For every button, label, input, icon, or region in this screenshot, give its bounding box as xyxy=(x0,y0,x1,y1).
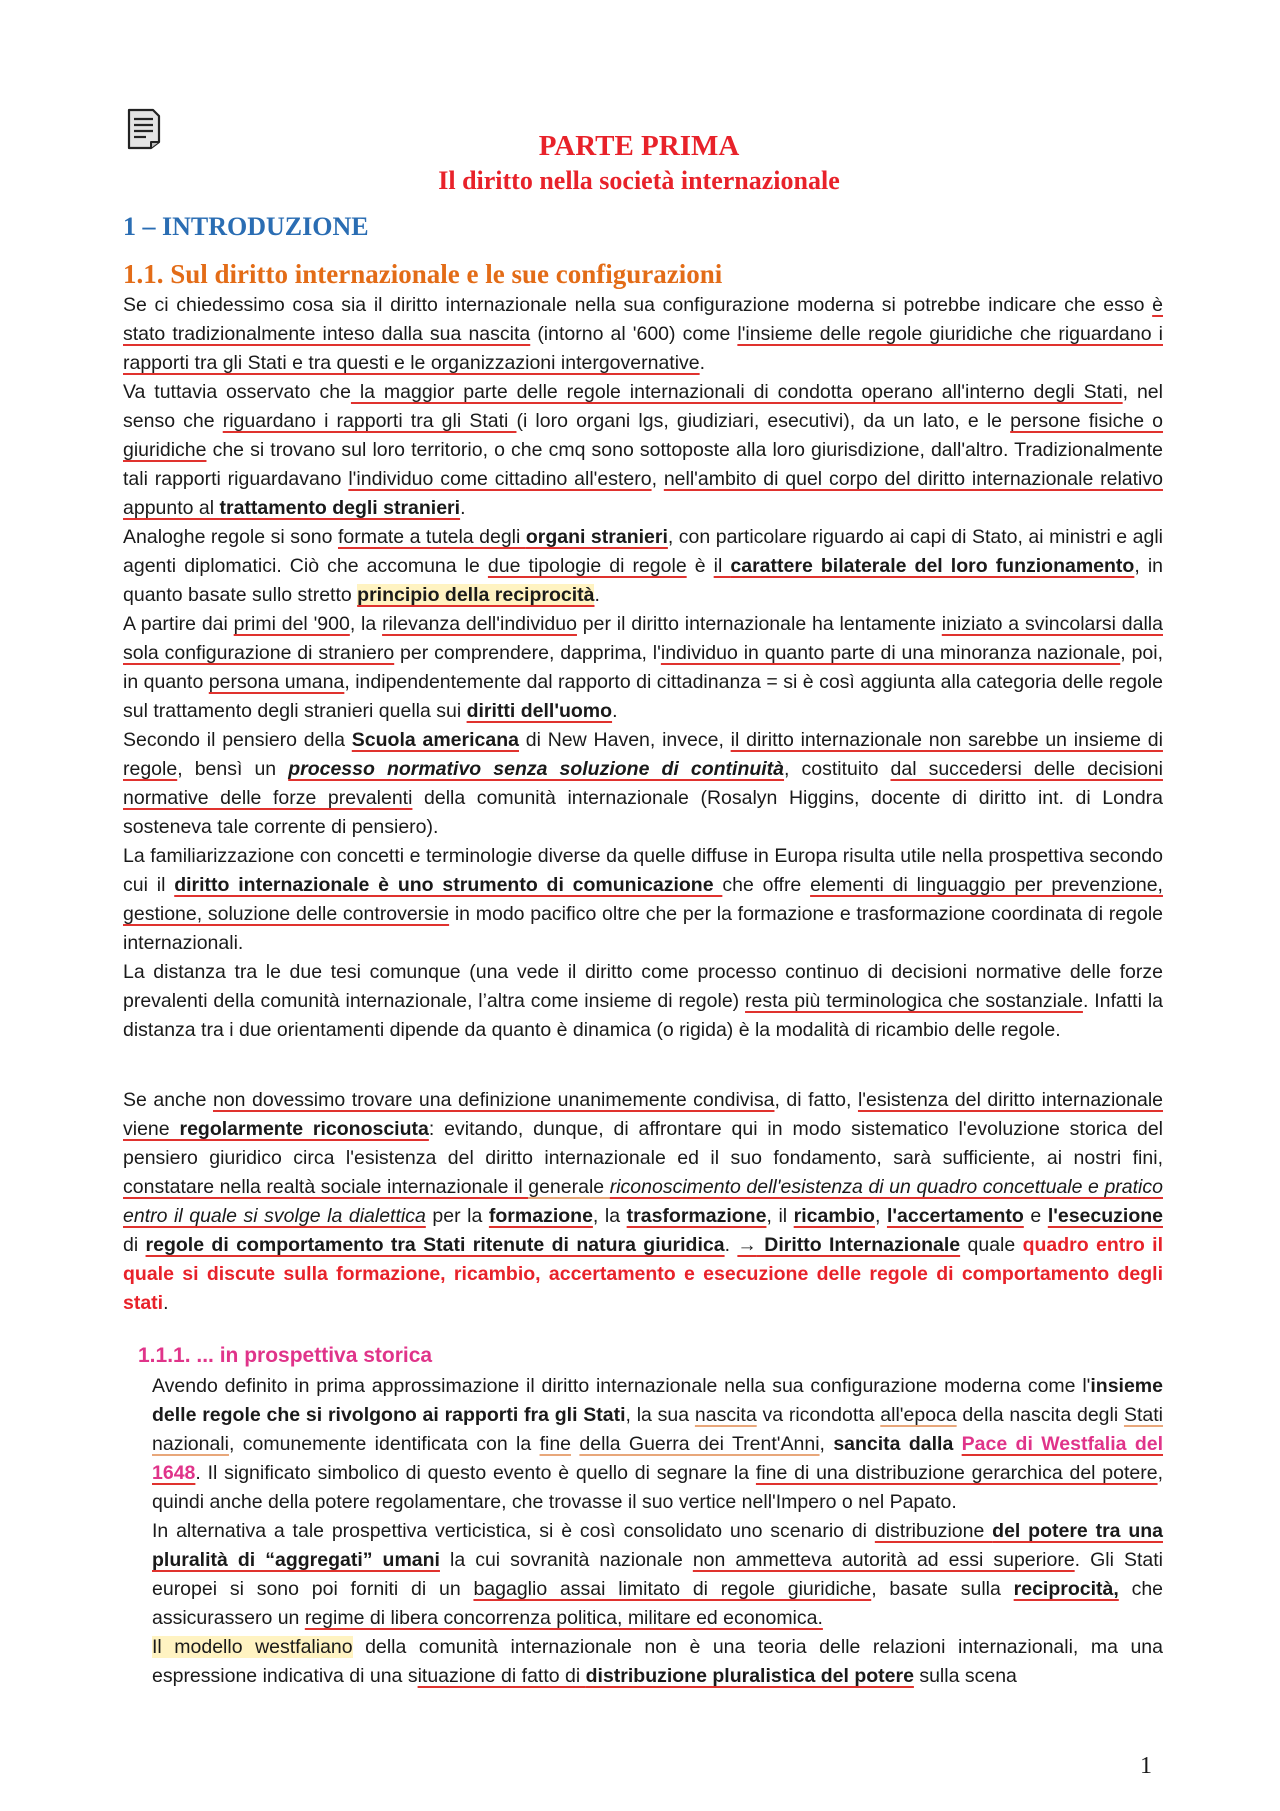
arrow-icon: → xyxy=(737,1234,757,1256)
section-heading: 1 – INTRODUZIONE xyxy=(123,212,369,241)
paragraph: A partire dai primi del '900, la rilevanza dell'individuo per il diritto internazionale ha lentamente iniziato a svincolarsi dalla sola configurazione di straniero per comprendere, dapprima, l'individuo in quanto parte di una minoranza nazionale, poi, in quanto persona umana, indipendentemente dal rapporto di cittadinanza = si è così aggiunta alla categoria delle regole sul trattamento degli stranieri quella sui diritti dell'uomo. xyxy=(123,613,1164,722)
paragraph: In alternativa a tale prospettiva verticistica, si è così consolidato uno scenario di distribuzione del potere tra una pluralità di “aggregati” umani la cui sovranità nazionale non ammetteva autorità ad essi superiore. Gli Stati europei si sono poi forniti di un bagaglio assai limitato di regole giuridiche, basate sulla reciprocità, che assicurassero un regime di libera concorrenza politica, militare ed economica. xyxy=(152,1520,1164,1629)
part-subtitle: Il diritto nella società internazionale xyxy=(438,166,840,195)
section-body xyxy=(152,1372,1163,1691)
subsection-heading: 1.1. Sul diritto internazionale e le sue configurazioni xyxy=(123,259,723,289)
paragraph: Va tuttavia osservato che la maggior parte delle regole internazionali di condotta operano all'interno degli Stati, nel senso che riguardano i rapporti tra gli Stati (i loro organi lgs, giudiziari, esecutivi), da un lato, e le persone fisiche o giuridiche che si trovano sul loro territorio, o che cmq sono sottoposte alla loro giurisdizione, dall'altro. Tradizionalmente tali rapporti riguardavano l'individuo come cittadino all'estero, nell'ambito di quel corpo del diritto internazionale relativo appunto al trattamento degli stranieri. xyxy=(123,381,1164,519)
paragraph: La distanza tra le due tesi comunque (una vede il diritto come processo continuo di decisioni normative delle forze prevalenti della comunità internazionale, l’altra come insieme di regole) resta più terminologica che sostanziale. Infatti la distanza tra i due orientamenti dipende da quanto è dinamica (o rigida) è la modalità di ricambio delle regole. xyxy=(123,961,1163,1041)
section-body xyxy=(123,1086,1163,1318)
title-block xyxy=(123,128,1155,198)
paragraph: Secondo il pensiero della Scuola americana di New Haven, invece, il diritto internazionale non sarebbe un insieme di regole, bensì un processo normativo senza soluzione di continuità, costituito dal succedersi delle decisioni normative delle forze prevalenti della comunità internazionale (Rosalyn Higgins, docente di diritto int. di Londra sosteneva tale corrente di pensiero). xyxy=(123,729,1163,838)
page-number: 1 xyxy=(1140,1753,1152,1779)
paragraph: Avendo definito in prima approssimazione il diritto internazionale nella sua configurazione moderna come l'insieme delle regole che si rivolgono ai rapporti fra gli Stati, la sua nascita va ricondotta all'epoca della nascita degli Stati nazionali, comunemente identificata con la fine della Guerra dei Trent'Anni, sancita dalla Pace di Westfalia del 1648. Il significato simbolico di questo evento è quello di segnare la fine di una distribuzione gerarchica del potere, quindi anche della potere regolamentare, che trovasse il suo vertice nell'Impero o nel Papato. xyxy=(152,1375,1164,1513)
subsubsection-heading: 1.1.1. ... in prospettiva storica xyxy=(138,1344,433,1367)
section-body xyxy=(123,291,1163,1045)
paragraph: Il modello westfaliano della comunità internazionale non è una teoria delle relazioni internazionali, ma una espressione indicativa di una situazione di fatto di distribuzione pluralistica del potere sulla scena xyxy=(152,1636,1163,1687)
part-title: PARTE PRIMA xyxy=(538,130,740,162)
paragraph: Analoghe regole si sono formate a tutela degli organi stranieri, con particolare riguardo ai capi di Stato, ai ministri e agli agenti diplomatici. Ciò che accomuna le due tipologie di regole è il carattere bilaterale del loro funzionamento, in quanto basate sullo stretto principio della reciprocità. xyxy=(123,526,1164,606)
paragraph: Se anche non dovessimo trovare una definizione unanimemente condivisa, di fatto, l'esistenza del diritto internazionale viene regolarmente riconosciuta: evitando, dunque, di affrontare qui in modo sistematico l'evoluzione storica del pensiero giuridico circa l'esistenza del diritto internazionale ed il suo fondamento, sarà sufficiente, ai nostri fini, constatare nella realtà sociale internazionale il generale riconoscimento dell'esistenza di un quadro concettuale e pratico entro il quale si svolge la dialettica per la formazione, la trasformazione, il ricambio, l'accertamento e l'esecuzione di regole di comportamento tra Stati ritenute di natura giuridica. → Diritto Internazionale quale quadro entro il quale si discute sulla formazione, ricambio, accertamento e esecuzione delle regole di comportamento degli stati. xyxy=(123,1089,1164,1314)
paragraph: La familiarizzazione con concetti e terminologie diverse da quelle diffuse in Europa risulta utile nella prospettiva secondo cui il diritto internazionale è uno strumento di comunicazione che offre elementi di linguaggio per prevenzione, gestione, soluzione delle controversie in modo pacifico oltre che per la formazione e trasformazione coordinata di regole internazionali. xyxy=(123,845,1163,954)
paragraph: Se ci chiedessimo cosa sia il diritto internazionale nella sua configurazione moderna si potrebbe indicare che esso è stato tradizionalmente inteso dalla sua nascita (intorno al '600) come l'insieme delle regole giuridiche che riguardano i rapporti tra gli Stati e tra questi e le organizzazioni intergovernative. xyxy=(123,294,1163,374)
